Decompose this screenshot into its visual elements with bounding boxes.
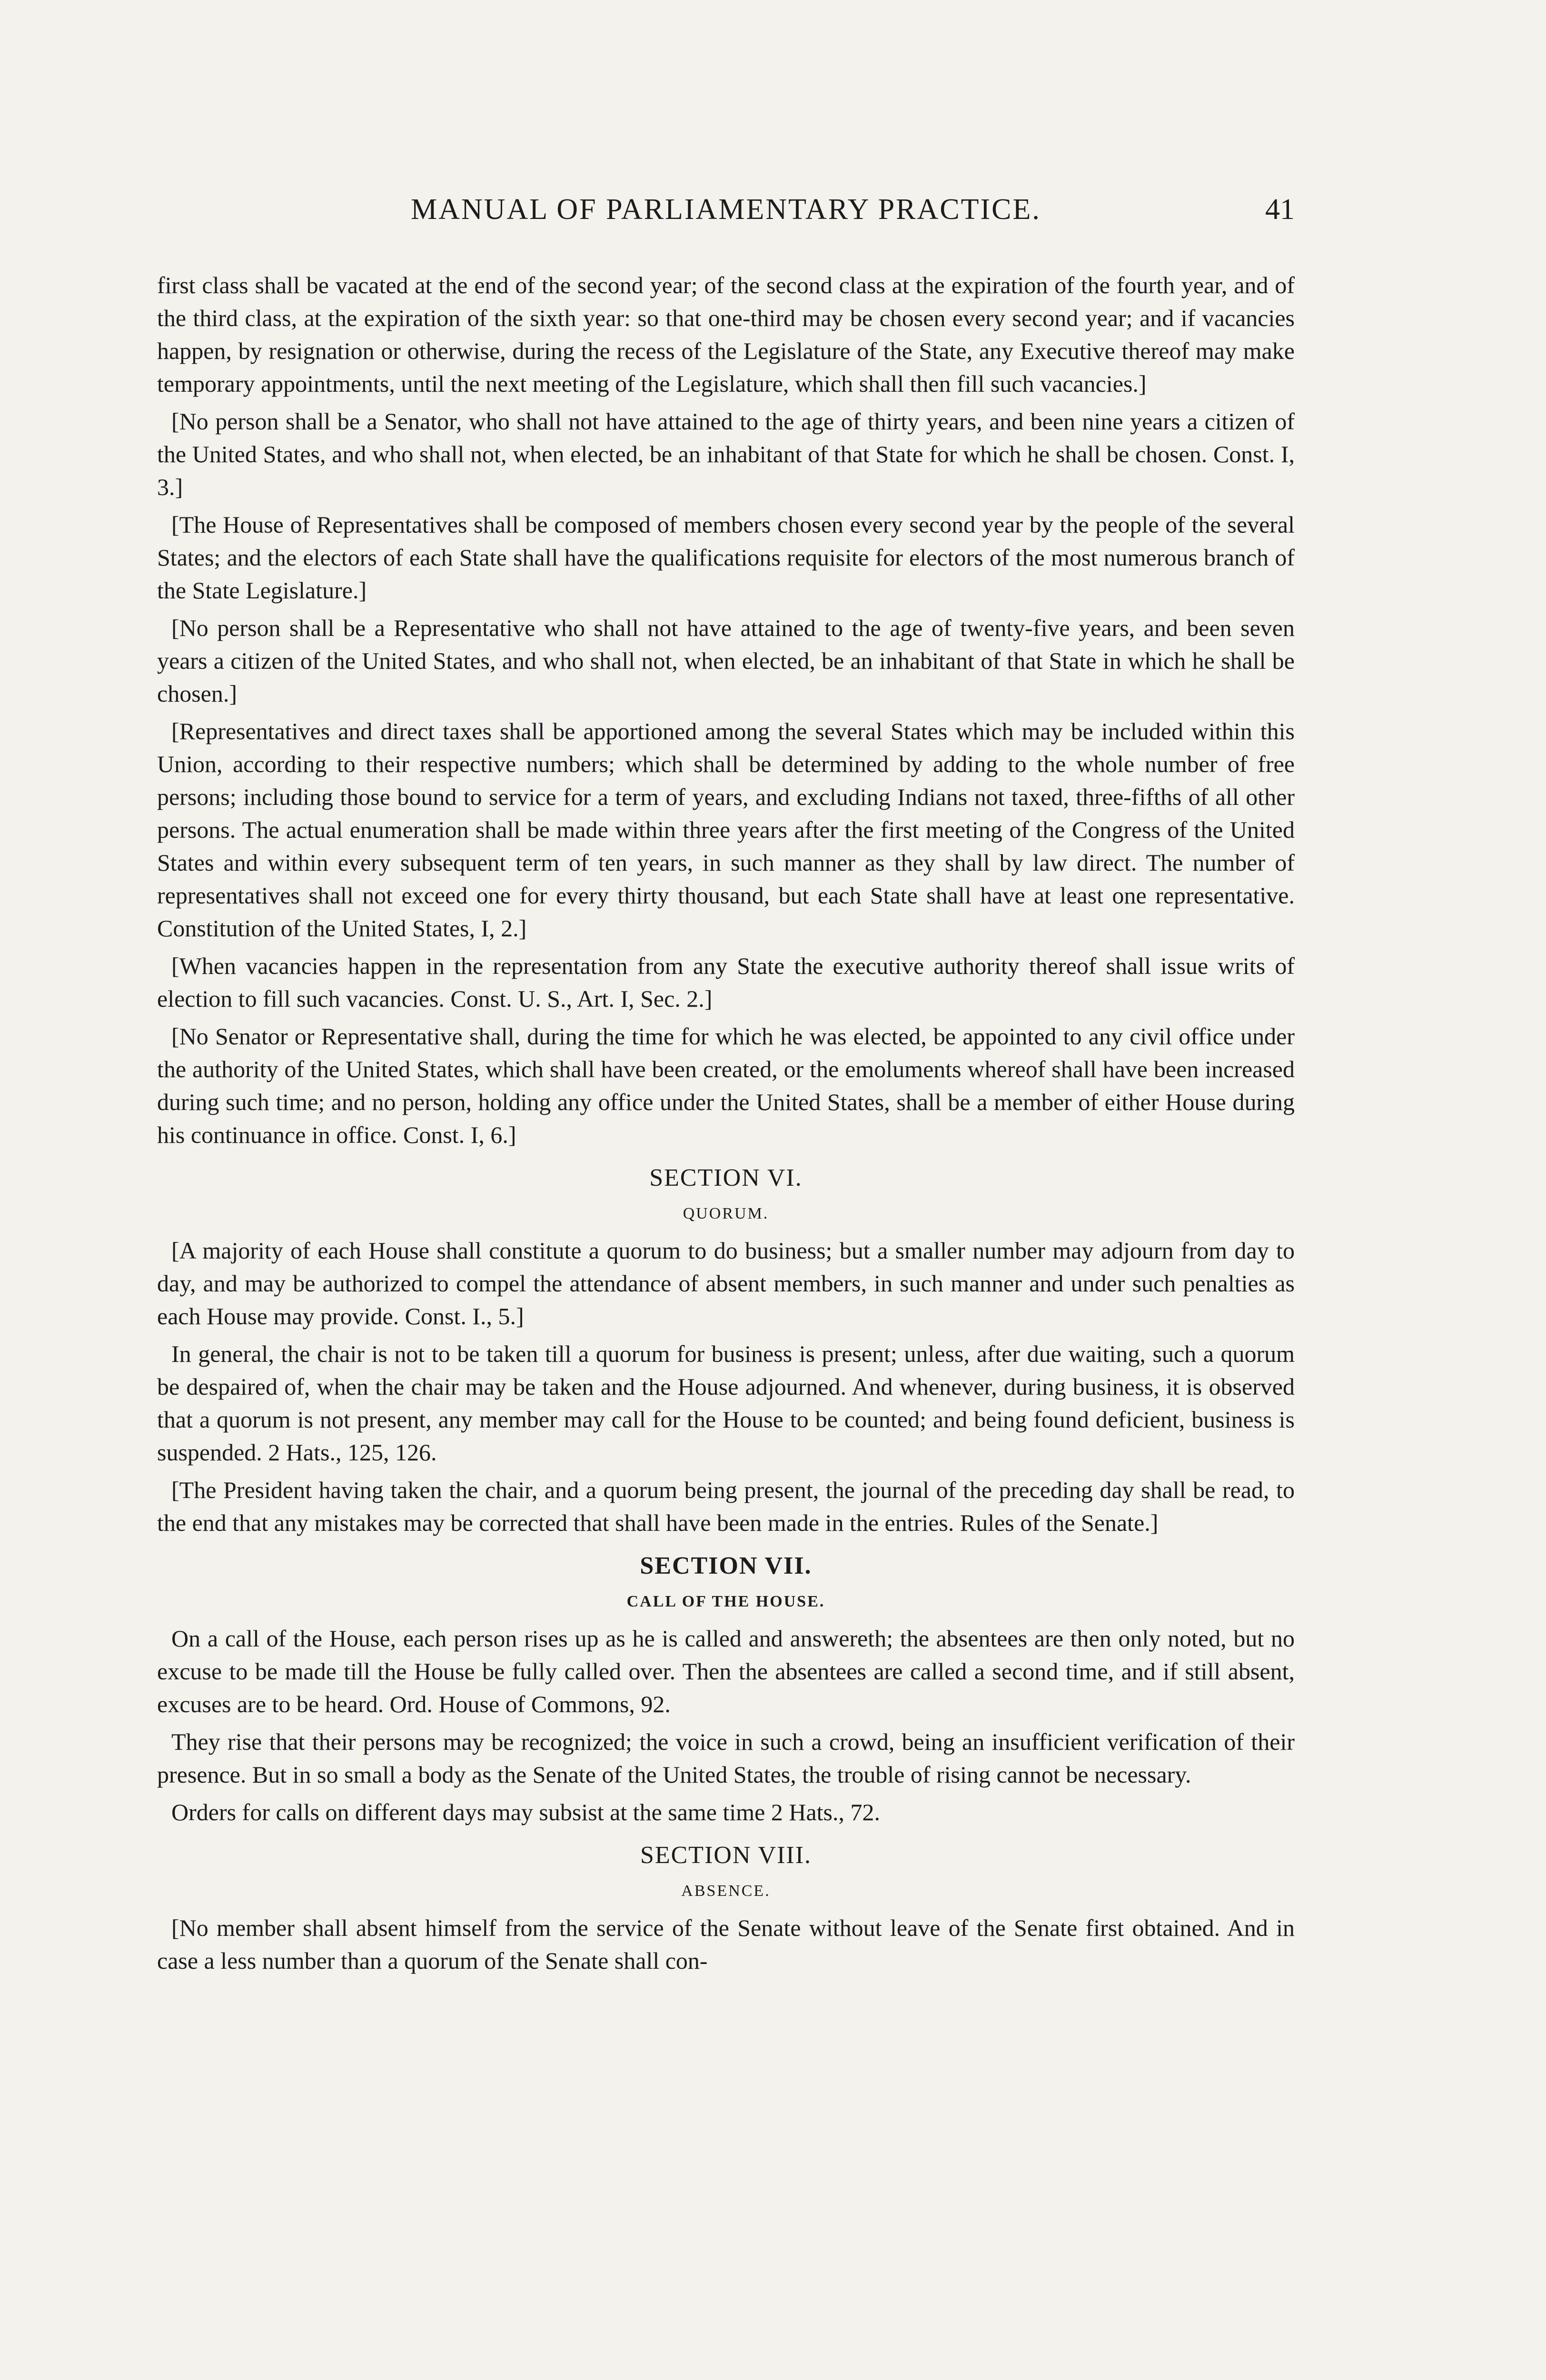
section-absence	[157, 1841, 1295, 1977]
section-subheading: ABSENCE.	[681, 1882, 771, 1900]
page-number: 41	[1265, 193, 1295, 226]
section-subheading: CALL OF THE HOUSE.	[626, 1593, 825, 1610]
section-quorum	[157, 1164, 1295, 1539]
paragraph: [No person shall be a Representative who shall not have attained to the age of twenty-five years, and been seven years a citizen of the United States, and who shall not, when elected, be an inhabitant of that State in which he shall be chosen.]	[157, 615, 1295, 707]
paragraph: [Representatives and direct taxes shall be apportioned among the several States which may be included within this Union, according to their respective numbers; which shall be determined by adding to the whole number of free persons; including those bound to service for a term of years, and excluding Indians not taxed, three-fifths of all other persons. The actual enumeration shall be made within three years after the first meeting of the Congress of the United States and within every subsequent term of ten years, in such manner as they shall by law direct. The number of representatives shall not exceed one for every thirty thousand, but each State shall have at least one representative. Constitution of the United States, I, 2.]	[157, 718, 1295, 942]
paragraph: [When vacancies happen in the representation from any State the executive authority thereof shall issue writs of election to fill such vacancies. Const. U. S., Art. I, Sec. 2.]	[157, 952, 1295, 1012]
paragraph: [No member shall absent himself from the service of the Senate without leave of the Senate first obtained. And in case a less number than a quorum of the Senate shall con-	[157, 1914, 1295, 1974]
paragraph: [A majority of each House shall constitute a quorum to do business; but a smaller number may adjourn from day to day, and may be authorized to compel the attendance of absent members, in such manner and under such penalties as each House may provide. Const. I., 5.]	[157, 1237, 1295, 1329]
section-call-of-the-house	[157, 1552, 1295, 1829]
paragraph: first class shall be vacated at the end of the second year; of the second class at the expiration of the fourth year, and of the third class, at the expiration of the sixth year: so that one-third may be chosen every second year; and if vacancies happen, by resignation or otherwise, during the recess of the Legislature of the State, any Executive thereof may make temporary appointments, until the next meeting of the Legislature, which shall then fill such vacancies.]	[157, 272, 1295, 397]
paragraph: [The President having taken the chair, and a quorum being present, the journal of the preceding day shall be read, to the end that any mistakes may be corrected that shall have been made in the entries. Rules of the Senate.]	[157, 1477, 1295, 1536]
section-heading: SECTION VII.	[640, 1552, 812, 1579]
section-heading: SECTION VI.	[649, 1164, 803, 1191]
page-header	[157, 193, 1295, 245]
paragraph: They rise that their persons may be recognized; the voice in such a crowd, being an insufficient verification of their presence. But in so small a body as the Senate of the United States, the trouble of rising cannot be necessary.	[157, 1728, 1295, 1788]
paragraph: Orders for calls on different days may subsist at the same time 2 Hats., 72.	[171, 1799, 881, 1825]
constitution-excerpts	[157, 269, 1295, 1151]
document-page	[157, 193, 1295, 1982]
section-subheading: QUORUM.	[683, 1205, 769, 1222]
paragraph: [No person shall be a Senator, who shall not have attained to the age of thirty years, and been nine years a citizen of the United States, and who shall not, when elected, be an inhabitant of that State for which he shall be chosen. Const. I, 3.]	[157, 408, 1295, 500]
paragraph: On a call of the House, each person rises up as he is called and answereth; the absentees are then only noted, but no excuse to be made till the House be fully called over. Then the absentees are called a second time, and if still absent, excuses are to be heard. Ord. House of Commons, 92.	[157, 1625, 1295, 1717]
section-heading: SECTION VIII.	[640, 1842, 812, 1869]
paragraph: [The House of Representatives shall be composed of members chosen every second year by the people of the several States; and the electors of each State shall have the qualifications requisite for electors of the most numerous branch of the State Legislature.]	[157, 511, 1295, 604]
paragraph: [No Senator or Representative shall, during the time for which he was elected, be appointed to any civil office under the authority of the United States, which shall have been created, or the emoluments whereof shall have been increased during such time; and no person, holding any office under the United States, shall be a member of either House during his continuance in office. Const. I, 6.]	[157, 1023, 1295, 1148]
running-title: MANUAL OF PARLIAMENTARY PRACTICE.	[411, 193, 1041, 226]
paragraph: In general, the chair is not to be taken till a quorum for business is present; unless, after due waiting, such a quorum be despaired of, when the chair may be taken and the House adjourned. And whenever, during business, it is observed that a quorum is not present, any member may call for the House to be counted; and being found deficient, business is suspended. 2 Hats., 125, 126.	[157, 1340, 1295, 1466]
